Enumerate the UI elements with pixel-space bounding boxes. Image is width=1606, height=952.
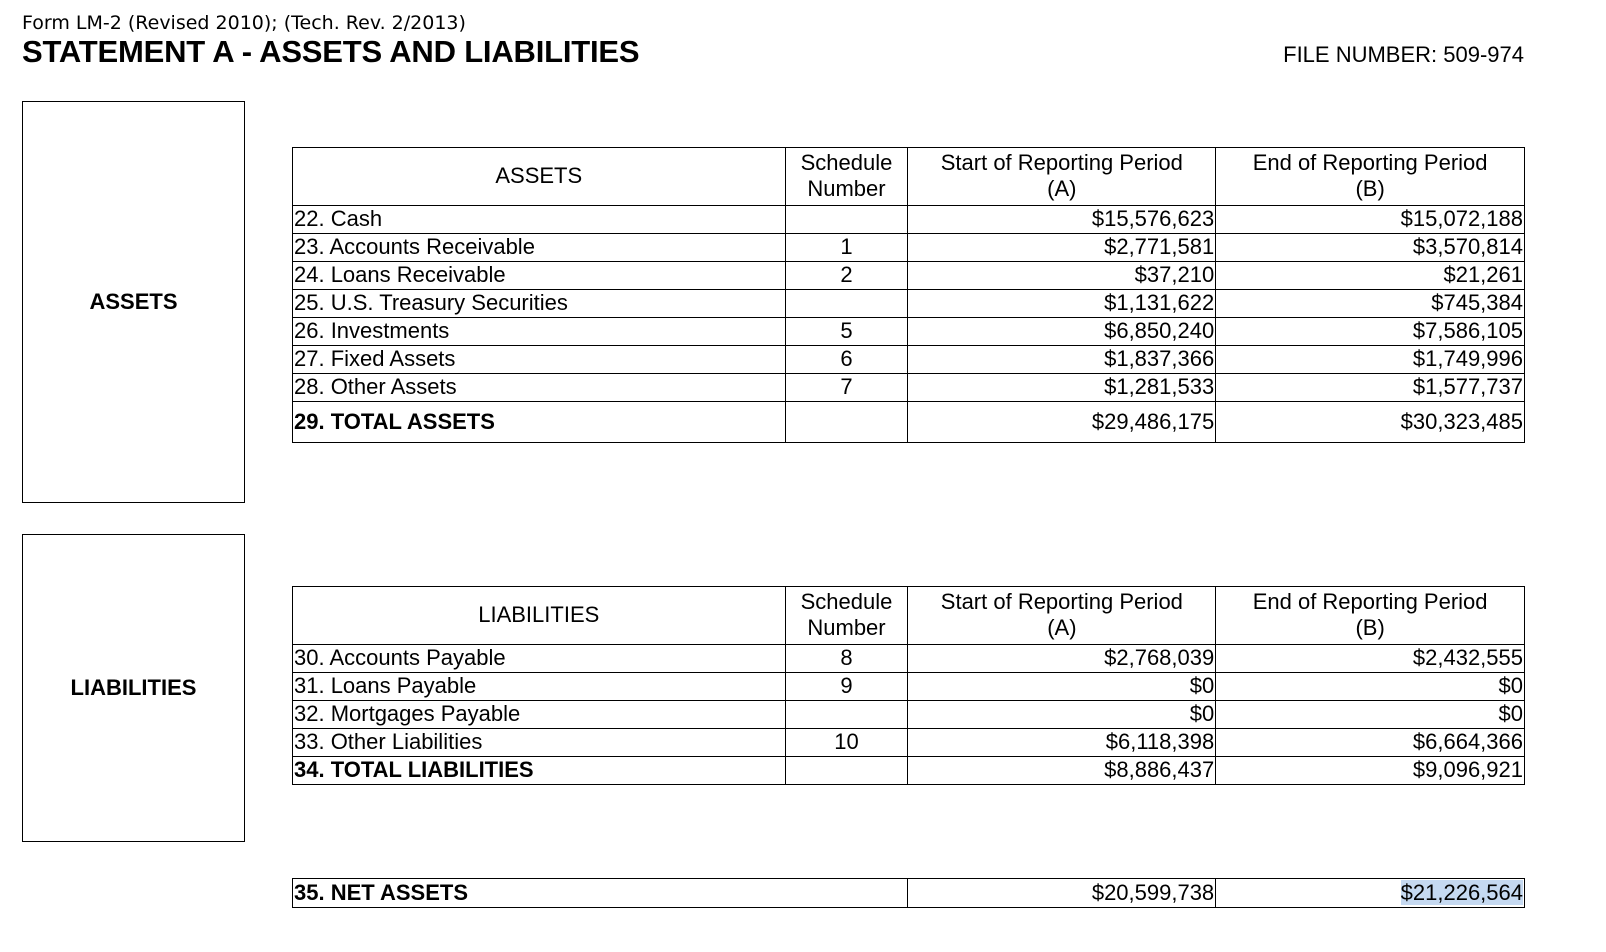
total-assets-row (293, 401, 1525, 442)
end-period-column-header: End of Reporting Period (B) (1216, 587, 1525, 645)
net-assets-start-value: $20,599,738 (908, 879, 1216, 908)
table-row (293, 672, 1525, 700)
row-label: 31. Loans Payable (293, 672, 786, 700)
end-period-column-header: End of Reporting Period (B) (1216, 148, 1525, 206)
row-schedule: 6 (785, 345, 908, 373)
row-start-value: $2,771,581 (908, 233, 1216, 261)
assets-header-row (293, 148, 1525, 206)
row-schedule: 2 (785, 261, 908, 289)
row-schedule: 1 (785, 233, 908, 261)
liabilities-side-label: LIABILITIES (70, 675, 197, 700)
selected-text-highlight[interactable]: $21,226,564 (1400, 879, 1523, 905)
row-end-value: $0 (1216, 672, 1525, 700)
assets-table (292, 147, 1525, 443)
row-start-value: $6,850,240 (908, 317, 1216, 345)
row-schedule (785, 401, 908, 442)
row-start-value: $6,118,398 (908, 728, 1216, 756)
table-row (293, 205, 1525, 233)
row-label: 28. Other Assets (293, 373, 786, 401)
row-label: 25. U.S. Treasury Securities (293, 289, 786, 317)
row-start-value: $0 (908, 672, 1216, 700)
table-row (293, 373, 1525, 401)
total-assets-end-value: $30,323,485 (1216, 401, 1525, 442)
row-start-value: $1,131,622 (908, 289, 1216, 317)
assets-column-header: ASSETS (293, 148, 786, 206)
table-row (293, 728, 1525, 756)
page-title: STATEMENT A - ASSETS AND LIABILITIES (22, 34, 640, 69)
row-label: 26. Investments (293, 317, 786, 345)
row-end-value: $0 (1216, 700, 1525, 728)
row-label: 23. Accounts Receivable (293, 233, 786, 261)
net-assets-row (293, 879, 1525, 908)
table-row (293, 289, 1525, 317)
table-row (293, 261, 1525, 289)
total-liabilities-row (293, 756, 1525, 784)
row-label: 22. Cash (293, 205, 786, 233)
total-assets-start-value: $29,486,175 (908, 401, 1216, 442)
table-row (293, 700, 1525, 728)
row-end-value: $1,577,737 (1216, 373, 1525, 401)
table-row (293, 644, 1525, 672)
row-label: 32. Mortgages Payable (293, 700, 786, 728)
row-label: 30. Accounts Payable (293, 644, 786, 672)
row-label: 24. Loans Receivable (293, 261, 786, 289)
row-schedule: 5 (785, 317, 908, 345)
table-row (293, 317, 1525, 345)
row-start-value: $2,768,039 (908, 644, 1216, 672)
start-period-column-header: Start of Reporting Period (A) (908, 148, 1216, 206)
row-end-value: $1,749,996 (1216, 345, 1525, 373)
row-schedule: 7 (785, 373, 908, 401)
liabilities-table (292, 586, 1525, 785)
row-schedule: 10 (785, 728, 908, 756)
row-schedule: 9 (785, 672, 908, 700)
row-schedule (785, 205, 908, 233)
total-liabilities-end-value: $9,096,921 (1216, 756, 1525, 784)
liabilities-header-row (293, 587, 1525, 645)
total-liabilities-label: 34. TOTAL LIABILITIES (293, 756, 786, 784)
row-end-value: $7,586,105 (1216, 317, 1525, 345)
liabilities-side-label-box (22, 534, 245, 842)
total-liabilities-start-value: $8,886,437 (908, 756, 1216, 784)
row-start-value: $37,210 (908, 261, 1216, 289)
assets-side-label-box (22, 101, 245, 503)
row-label: 27. Fixed Assets (293, 345, 786, 373)
file-number: FILE NUMBER: 509-974 (1283, 42, 1524, 67)
net-assets-end-value[interactable] (1216, 879, 1525, 908)
row-start-value: $1,837,366 (908, 345, 1216, 373)
liabilities-column-header: LIABILITIES (293, 587, 786, 645)
row-schedule (785, 756, 908, 784)
row-start-value: $15,576,623 (908, 205, 1216, 233)
row-end-value: $6,664,366 (1216, 728, 1525, 756)
start-period-column-header: Start of Reporting Period (A) (908, 587, 1216, 645)
net-assets-label: 35. NET ASSETS (293, 879, 908, 908)
schedule-number-column-header: Schedule Number (785, 148, 908, 206)
row-end-value: $745,384 (1216, 289, 1525, 317)
row-start-value: $0 (908, 700, 1216, 728)
row-end-value: $15,072,188 (1216, 205, 1525, 233)
schedule-number-column-header: Schedule Number (785, 587, 908, 645)
row-end-value: $3,570,814 (1216, 233, 1525, 261)
table-row (293, 345, 1525, 373)
total-assets-label: 29. TOTAL ASSETS (293, 401, 786, 442)
row-end-value: $2,432,555 (1216, 644, 1525, 672)
row-start-value: $1,281,533 (908, 373, 1216, 401)
row-schedule: 8 (785, 644, 908, 672)
row-end-value: $21,261 (1216, 261, 1525, 289)
row-label: 33. Other Liabilities (293, 728, 786, 756)
row-schedule (785, 289, 908, 317)
table-row (293, 233, 1525, 261)
row-schedule (785, 700, 908, 728)
assets-side-label: ASSETS (89, 289, 178, 314)
form-revision-line: Form LM-2 (Revised 2010); (Tech. Rev. 2/2013) (22, 12, 466, 34)
net-assets-table (292, 878, 1525, 908)
